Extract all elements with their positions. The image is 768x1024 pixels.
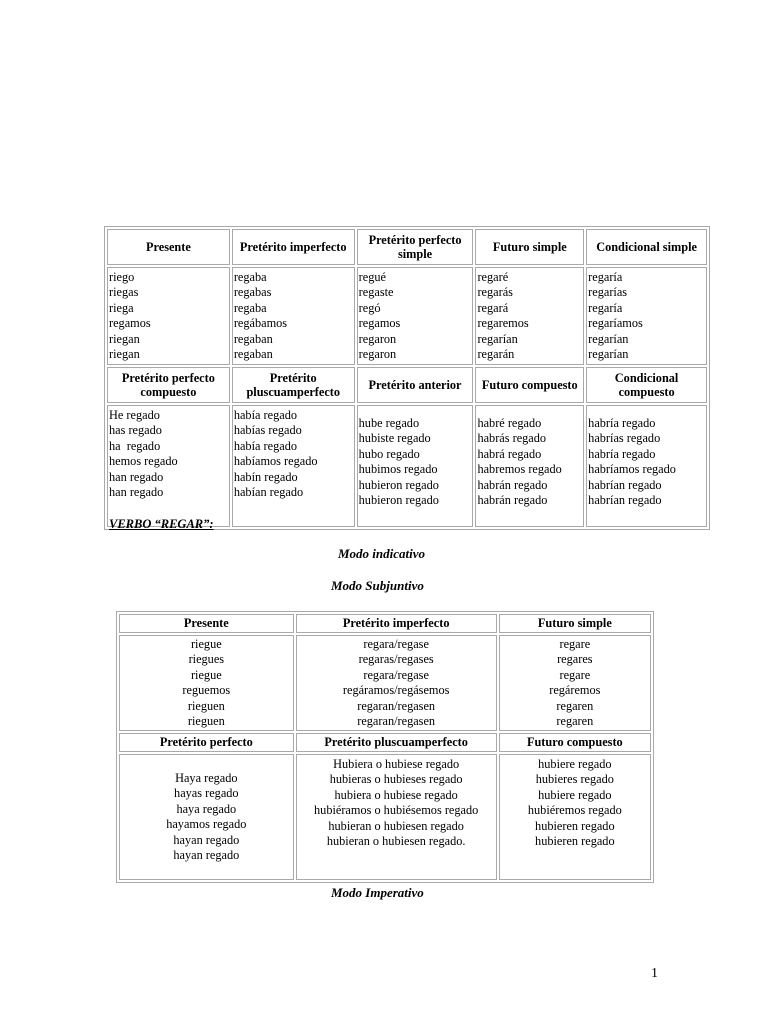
conjugation-form: regaría	[588, 270, 623, 284]
conjugation-form: regarían	[477, 331, 518, 346]
conjugation-form: regará	[477, 300, 509, 315]
conjugation-form: regaba	[233, 300, 267, 315]
conjugation-form: riega	[109, 300, 134, 315]
conjugation-form: regaríamos	[588, 316, 643, 331]
conjugation-form: regarías	[588, 285, 628, 300]
conjugation-form: rieguen	[187, 714, 225, 729]
conjugation-form: hube regado	[358, 416, 420, 430]
conjugation-form: habrán regado	[477, 477, 548, 492]
conjugation-form: regaras/regases	[358, 652, 434, 667]
header-cell: Presente	[107, 229, 230, 265]
subjunctive-body-row-1	[119, 635, 651, 731]
conjugation-form: hubieren regado	[535, 818, 615, 833]
conjugation-form: habrías regado	[588, 431, 661, 446]
conjugation-form: hubiéremos regado	[527, 803, 622, 818]
conjugation-form: regares	[557, 652, 593, 667]
conjugation-form: reguemos	[182, 683, 231, 698]
conjugation-form: regó	[358, 300, 381, 315]
conjugation-cell	[475, 267, 584, 365]
conjugation-form: hubieron regado	[358, 493, 439, 508]
conjugation-form: han regado	[109, 485, 164, 500]
page-number: 1	[651, 966, 658, 981]
conjugation-form: regaré	[477, 270, 509, 284]
conjugation-cell	[586, 267, 707, 365]
conjugation-form: hayan regado	[173, 848, 240, 863]
conjugation-cell	[107, 267, 230, 365]
conjugation-form: regara/regase	[363, 667, 429, 682]
conjugation-form: regaban	[233, 347, 273, 362]
conjugation-form: hubiera o hubiese regado	[334, 787, 458, 802]
conjugation-cell	[107, 405, 230, 527]
conjugation-form: habrían regado	[588, 493, 662, 508]
conjugation-form: regaría	[588, 300, 623, 315]
subjunctive-header-row-1	[119, 614, 651, 633]
subjunctive-body-row-2	[119, 754, 651, 880]
conjugation-form: habría regado	[588, 446, 656, 461]
conjugation-form: regáramos/regásemos	[342, 683, 450, 698]
conjugation-form: regaste	[358, 285, 394, 300]
conjugation-form: regaremos	[477, 316, 529, 331]
conjugation-form: hayas regado	[174, 786, 239, 801]
conjugation-cell	[296, 754, 497, 880]
indicative-conjugation-table	[104, 226, 710, 530]
conjugation-form: regaran/regasen	[357, 698, 436, 713]
conjugation-form: había regado	[233, 438, 297, 453]
conjugation-form: Haya regado	[175, 771, 238, 785]
conjugation-form: hubiere regado	[538, 757, 612, 771]
conjugation-form: has regado	[109, 423, 162, 438]
conjugation-form: había regado	[233, 408, 297, 422]
header-cell: Pretérito pluscuamperfecto	[296, 733, 497, 752]
conjugation-cell	[357, 405, 474, 527]
conjugation-form: habrán regado	[477, 493, 548, 508]
conjugation-form: hubieras o hubieses regado	[329, 772, 463, 787]
section-heading-subjuntivo: Modo Subjuntivo	[331, 578, 424, 593]
conjugation-form: riegues	[188, 652, 225, 667]
conjugation-cell	[586, 405, 707, 527]
header-cell: Futuro simple	[475, 229, 584, 265]
conjugation-form: habrían regado	[588, 477, 662, 492]
header-cell: Presente	[119, 614, 294, 633]
conjugation-form: regaron	[358, 347, 397, 362]
conjugation-form: He regado	[109, 408, 160, 422]
conjugation-form: habrás regado	[477, 431, 547, 446]
conjugation-form: hayan regado	[173, 832, 240, 847]
conjugation-form: habrá regado	[477, 446, 542, 461]
conjugation-form: rieguen	[187, 698, 225, 713]
conjugation-form: regarán	[477, 347, 515, 362]
indicative-header-row-1	[107, 229, 707, 265]
conjugation-form: riegue	[190, 637, 222, 651]
conjugation-form: hubiste regado	[358, 431, 431, 446]
conjugation-form: riegan	[109, 347, 140, 362]
conjugation-form: regarás	[477, 285, 513, 300]
conjugation-form: Hubiera o hubiese regado	[333, 757, 460, 771]
conjugation-cell	[119, 635, 294, 731]
conjugation-form: hemos regado	[109, 454, 178, 469]
section-heading-imperativo: Modo Imperativo	[331, 885, 424, 900]
subjunctive-conjugation-table	[116, 611, 654, 883]
conjugation-form: habíamos regado	[233, 454, 318, 469]
header-cell: Pretérito imperfecto	[232, 229, 355, 265]
conjugation-form: hubimos regado	[358, 462, 438, 477]
header-cell: Pretérito perfecto compuesto	[107, 367, 230, 403]
conjugation-form: habín regado	[233, 469, 298, 484]
header-cell: Pretérito anterior	[357, 367, 474, 403]
conjugation-form: riegan	[109, 331, 140, 346]
conjugation-form: regáremos	[549, 683, 601, 698]
conjugation-form: riegue	[190, 667, 222, 682]
conjugation-form: regabas	[233, 285, 272, 300]
conjugation-form: regamos	[109, 316, 151, 331]
conjugation-form: regaban	[233, 331, 273, 346]
conjugation-form: regaron	[358, 331, 397, 346]
conjugation-form: regarían	[588, 331, 629, 346]
conjugation-form: regamos	[358, 316, 401, 331]
conjugation-form: hubieran o hubiesen regado.	[326, 834, 466, 849]
conjugation-form: hubo regado	[358, 446, 420, 461]
conjugation-cell	[475, 405, 584, 527]
subjunctive-header-row-2	[119, 733, 651, 752]
conjugation-form: habremos regado	[477, 462, 562, 477]
conjugation-cell	[499, 754, 651, 880]
indicative-header-row-2	[107, 367, 707, 403]
conjugation-form: riegas	[109, 285, 139, 300]
conjugation-form: hubiéramos o hubiésemos regado	[314, 803, 479, 818]
header-cell: Futuro compuesto	[499, 733, 651, 752]
conjugation-cell	[499, 635, 651, 731]
conjugation-cell	[296, 635, 497, 731]
conjugation-form: regaba	[233, 270, 267, 284]
conjugation-cell	[232, 405, 355, 527]
header-cell: Pretérito perfecto	[119, 733, 294, 752]
conjugation-form: hayamos regado	[166, 817, 247, 832]
conjugation-form: han regado	[109, 469, 164, 484]
conjugation-form: regaren	[556, 698, 594, 713]
conjugation-form: ha regado	[109, 438, 161, 453]
conjugation-form: hubieran o hubiesen regado	[328, 818, 464, 833]
conjugation-form: regare	[559, 637, 591, 651]
conjugation-form: riego	[109, 270, 135, 284]
header-cell: Pretérito imperfecto	[296, 614, 497, 633]
conjugation-form: regarían	[588, 347, 629, 362]
header-cell: Futuro simple	[499, 614, 651, 633]
header-cell: Condicional simple	[586, 229, 707, 265]
conjugation-form: hubieren regado	[535, 834, 615, 849]
verb-title: VERBO “REGAR”:	[109, 517, 214, 531]
conjugation-form: habías regado	[233, 423, 302, 438]
conjugation-form: habríamos regado	[588, 462, 676, 477]
conjugation-form: regare	[559, 667, 591, 682]
conjugation-form: habría regado	[588, 416, 656, 430]
header-cell: Pretérito pluscuamperfecto	[232, 367, 355, 403]
conjugation-cell	[232, 267, 355, 365]
conjugation-form: habían regado	[233, 485, 304, 500]
indicative-body-row-1	[107, 267, 707, 365]
header-cell: Futuro compuesto	[475, 367, 584, 403]
conjugation-form: regué	[358, 270, 386, 284]
section-heading-indicativo: Modo indicativo	[338, 546, 426, 561]
conjugation-form: hubiere regado	[538, 787, 612, 802]
header-cell: Condicional compuesto	[586, 367, 707, 403]
conjugation-form: regaren	[556, 714, 594, 729]
conjugation-form: regábamos	[233, 316, 288, 331]
indicative-body-row-2	[107, 405, 707, 527]
header-cell: Pretérito perfecto simple	[357, 229, 474, 265]
conjugation-form: hubieron regado	[358, 477, 439, 492]
conjugation-form: haya regado	[176, 801, 237, 816]
conjugation-form: regaran/regasen	[357, 714, 436, 729]
conjugation-cell	[119, 754, 294, 880]
conjugation-form: hubieres regado	[535, 772, 614, 787]
conjugation-form: habré regado	[477, 416, 542, 430]
conjugation-form: regara/regase	[363, 637, 429, 651]
conjugation-cell	[357, 267, 474, 365]
